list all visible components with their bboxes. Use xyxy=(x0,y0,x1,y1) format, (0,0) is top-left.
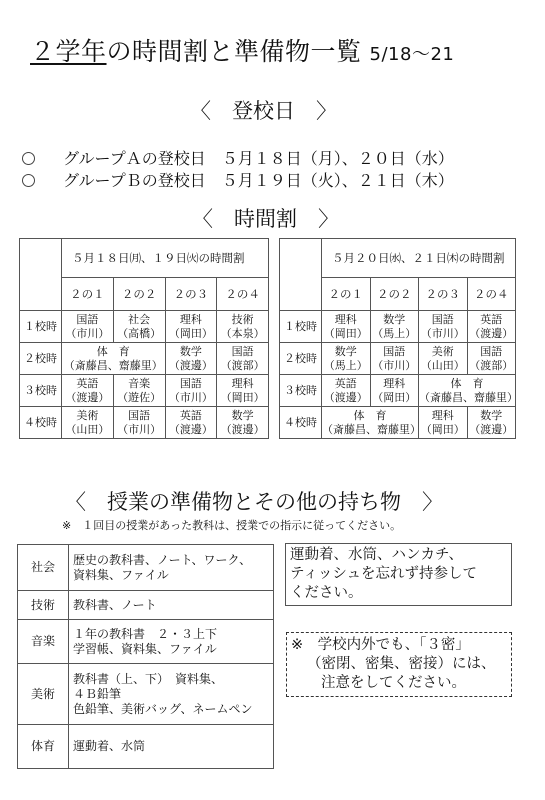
teacher-name: （斎藤昌、齋藤里） xyxy=(322,422,421,436)
timetable-cell xyxy=(322,343,371,375)
timetable-1 xyxy=(19,238,269,439)
teacher-name: （渡邊） xyxy=(469,326,514,340)
teacher-name: （渡邊） xyxy=(65,390,110,404)
caution-box xyxy=(286,632,512,697)
teacher-name: （市川） xyxy=(420,326,465,340)
class-header: ２の１ xyxy=(322,278,371,311)
timetable-cell xyxy=(165,407,217,439)
timetable-cell xyxy=(419,343,468,375)
items-list xyxy=(69,664,274,725)
items-line: １年の教科書 ２・３上下 xyxy=(73,626,218,641)
timetable-cell xyxy=(370,343,419,375)
caution-line: （密閉、密集、密接）には、 xyxy=(307,656,496,672)
timetable-2 xyxy=(279,238,516,439)
subject-name: 体 育 xyxy=(96,344,130,358)
teacher-name: （市川） xyxy=(65,326,110,340)
timetable-cell xyxy=(370,311,419,343)
period-label: ３校時 xyxy=(20,375,62,407)
teacher-name: （渡部） xyxy=(220,358,265,372)
timetable-cell xyxy=(62,311,114,343)
timetable-cell xyxy=(419,407,468,439)
items-row xyxy=(18,725,274,769)
subject-name: 国語 xyxy=(231,344,254,358)
subject-name: 数学 xyxy=(334,344,357,358)
group-a-text: グループＡの登校日 ５月１８日（月）、２０日（水） xyxy=(63,149,454,168)
items-line: ４Ｂ鉛筆 xyxy=(73,686,122,701)
subject-name: 国語 xyxy=(480,344,503,358)
timetable-cell xyxy=(217,311,269,343)
timetable-cell xyxy=(62,407,114,439)
items-list xyxy=(69,620,274,664)
timetable-cell xyxy=(113,375,165,407)
subject-name: 美術 xyxy=(76,408,99,422)
items-line: 歴史の教科書、ノート、ワーク、 xyxy=(73,552,252,567)
teacher-name: （岡田） xyxy=(168,326,213,340)
subject-name: 数学 xyxy=(231,408,254,422)
subject-name: 英語 xyxy=(334,376,357,390)
items-row xyxy=(18,620,274,664)
subject-name: 国語 xyxy=(128,408,151,422)
subject-name: 数学 xyxy=(179,344,202,358)
timetable-cell xyxy=(165,311,217,343)
group-a-line xyxy=(22,146,454,169)
teacher-name: （斎藤昌、齋藤里） xyxy=(63,358,163,372)
teacher-name: （馬上） xyxy=(372,326,417,340)
subject-name: 音楽 xyxy=(128,376,151,390)
teacher-name: （岡田） xyxy=(420,422,465,436)
period-label: ２校時 xyxy=(280,343,322,375)
items-line: 教科書、ノート xyxy=(73,597,157,612)
items-subject: 体育 xyxy=(18,725,69,769)
timetable-cell xyxy=(165,375,217,407)
class-header: ２の３ xyxy=(165,278,217,311)
period-label: ３校時 xyxy=(280,375,322,407)
title-dates: 5/18〜21 xyxy=(369,44,455,65)
teacher-name: （渡邊） xyxy=(168,422,213,436)
timetable-cell xyxy=(467,407,516,439)
reminder-line: 運動着、水筒、ハンカチ、 xyxy=(290,547,463,563)
subject-name: 国語 xyxy=(431,312,454,326)
timetable-cell xyxy=(165,343,217,375)
items-row xyxy=(18,545,274,591)
timetable-cell xyxy=(467,343,516,375)
title-text: の時間割と準備物一覧 xyxy=(106,37,362,66)
timetable-cell xyxy=(217,375,269,407)
period-label: ２校時 xyxy=(20,343,62,375)
class-header: ２の４ xyxy=(467,278,516,311)
subject-name: 国語 xyxy=(179,376,202,390)
items-line: 資料集、ファイル xyxy=(73,567,169,582)
reminder-line: ください。 xyxy=(290,585,363,601)
items-line: 教科書（上、下） 資料集、 xyxy=(73,671,224,686)
items-list xyxy=(69,545,274,591)
class-header: ２の４ xyxy=(217,278,269,311)
timetable-cell xyxy=(217,407,269,439)
subject-name: 国語 xyxy=(76,312,99,326)
teacher-name: （市川） xyxy=(117,422,162,436)
teacher-name: （山田） xyxy=(420,358,465,372)
caution-line: ※ 学校内外でも、「３密」 xyxy=(291,637,470,653)
items-list xyxy=(69,591,274,620)
class-header: ２の１ xyxy=(62,278,114,311)
teacher-name: （遊佐） xyxy=(117,390,162,404)
subject-name: 英語 xyxy=(76,376,99,390)
items-line: 学習帳、資料集、ファイル xyxy=(73,641,217,656)
teacher-name: （渡邊） xyxy=(469,422,514,436)
items-line: 運動着、水筒 xyxy=(73,739,146,753)
period-label: ４校時 xyxy=(280,407,322,439)
timetable-cell xyxy=(322,407,419,439)
teacher-name: （馬上） xyxy=(323,358,368,372)
timetable-header: ５月２０日㈬、２１日㈭の時間割 xyxy=(322,239,516,278)
subject-name: 理科 xyxy=(431,408,454,422)
timetable-header: ５月１８日㈪、１９日㈫の時間割 xyxy=(62,239,269,278)
subject-name: 理科 xyxy=(334,312,357,326)
corner-cell xyxy=(280,239,322,311)
subject-name: 理科 xyxy=(383,376,406,390)
items-subject: 音楽 xyxy=(18,620,69,664)
timetable-cell xyxy=(113,311,165,343)
teacher-name: （岡田） xyxy=(220,390,265,404)
group-b-text: グループＢの登校日 ５月１９日（火）、２１日（木） xyxy=(63,171,454,190)
timetable-cell xyxy=(370,375,419,407)
teacher-name: （本泉） xyxy=(220,326,265,340)
subject-name: 英語 xyxy=(179,408,202,422)
page-title xyxy=(30,32,530,68)
items-row xyxy=(18,664,274,725)
caution-line: 注意をしてください。 xyxy=(321,675,466,691)
subject-name: 理科 xyxy=(179,312,202,326)
teacher-name: （渡邊） xyxy=(323,390,368,404)
items-line: 色鉛筆、美術バッグ、ネームペン xyxy=(73,701,253,716)
title-grade: ２学年 xyxy=(30,37,107,66)
teacher-name: （山田） xyxy=(65,422,110,436)
section-items-heading: 〈 授業の準備物とその他の持ち物 〉 xyxy=(65,490,443,514)
class-header: ２の３ xyxy=(419,278,468,311)
class-header: ２の２ xyxy=(370,278,419,311)
subject-name: 数学 xyxy=(480,408,503,422)
subject-name: 理科 xyxy=(231,376,254,390)
timetable-cell xyxy=(467,311,516,343)
subject-name: 技術 xyxy=(231,312,254,326)
timetable-cell xyxy=(322,311,371,343)
period-label: ４校時 xyxy=(20,407,62,439)
items-table xyxy=(17,544,274,769)
circle-icon xyxy=(22,152,35,165)
subject-name: 数学 xyxy=(383,312,406,326)
timetable-cell xyxy=(322,375,371,407)
items-row xyxy=(18,591,274,620)
timetable-cell xyxy=(62,343,166,375)
group-b-line xyxy=(22,168,454,191)
timetable-cell xyxy=(113,407,165,439)
teacher-name: （渡邊） xyxy=(220,422,265,436)
timetable-cell xyxy=(419,375,516,407)
teacher-name: （市川） xyxy=(372,358,417,372)
teacher-name: （岡田） xyxy=(323,326,368,340)
subject-name: 体 育 xyxy=(353,408,387,422)
teacher-name: （高橋） xyxy=(117,326,162,340)
reminder-box xyxy=(285,543,512,606)
teacher-name: （岡田） xyxy=(372,390,417,404)
corner-cell xyxy=(20,239,62,311)
timetable-cell xyxy=(62,375,114,407)
timetable-cell xyxy=(419,311,468,343)
class-header: ２の２ xyxy=(113,278,165,311)
items-subject: 社会 xyxy=(18,545,69,591)
items-list xyxy=(69,725,274,769)
subject-name: 国語 xyxy=(383,344,406,358)
items-note: ※ １回目の授業があった教科は、授業での指示に従ってください。 xyxy=(62,519,402,532)
subject-name: 英語 xyxy=(480,312,503,326)
teacher-name: （渡部） xyxy=(469,358,514,372)
period-label: １校時 xyxy=(20,311,62,343)
reminder-line: ティッシュを忘れず持参して xyxy=(290,566,478,582)
subject-name: 体 育 xyxy=(450,376,484,390)
timetable-cell xyxy=(217,343,269,375)
period-label: １校時 xyxy=(280,311,322,343)
circle-icon xyxy=(22,174,35,187)
section-timetable-heading: 〈 時間割 〉 xyxy=(192,207,339,231)
teacher-name: （市川） xyxy=(168,390,213,404)
subject-name: 美術 xyxy=(431,344,454,358)
section-attendance-heading: 〈 登校日 〉 xyxy=(190,99,337,123)
items-subject: 美術 xyxy=(18,664,69,725)
subject-name: 社会 xyxy=(128,312,151,326)
teacher-name: （渡邊） xyxy=(168,358,213,372)
items-subject: 技術 xyxy=(18,591,69,620)
teacher-name: （斎藤昌、齋藤里） xyxy=(419,390,518,404)
